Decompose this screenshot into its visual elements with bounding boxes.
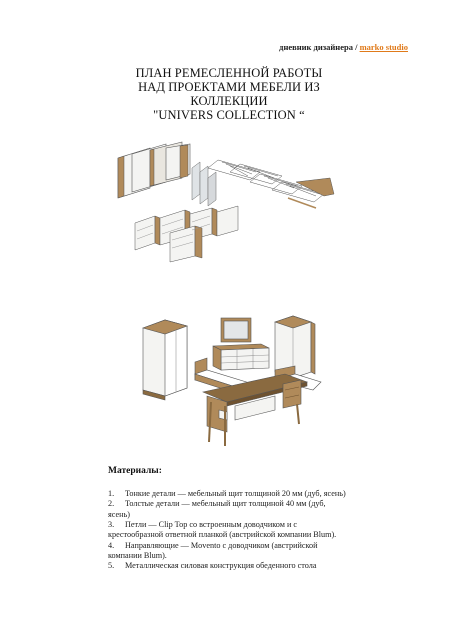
item-number: 4. bbox=[108, 540, 115, 550]
header-prefix: дневник дизайнера / bbox=[279, 42, 360, 52]
list-item bbox=[108, 499, 348, 519]
document-title bbox=[100, 66, 358, 122]
brand-link[interactable]: marko studio bbox=[359, 42, 408, 52]
item-number: 3. bbox=[108, 519, 115, 529]
title-line: КОЛЛЕКЦИИ bbox=[190, 94, 268, 108]
bed-frames bbox=[208, 160, 334, 208]
blog-header bbox=[279, 42, 408, 52]
list-item bbox=[108, 489, 348, 499]
chest-of-drawers bbox=[213, 344, 269, 370]
wardrobe-frames bbox=[118, 142, 190, 198]
item-number: 5. bbox=[108, 561, 115, 571]
list-item bbox=[108, 561, 348, 571]
door-panels bbox=[192, 162, 216, 206]
item-number: 2. bbox=[108, 499, 115, 509]
wardrobe-left bbox=[143, 320, 187, 400]
materials-list bbox=[108, 489, 348, 572]
item-text: Петли — Clip Top со встроенным доводчиком и с крестообразной ответной планкой (австрийской компании Blum). bbox=[108, 519, 337, 540]
title-line: НАД ПРОЕКТАМИ МЕБЕЛИ ИЗ bbox=[138, 80, 320, 94]
item-text: Толстые детали — мебельный щит толщиной 40 мм (дуб, ясень) bbox=[108, 499, 326, 519]
item-text: Тонкие детали — мебельный щит толщиной 20 мм (дуб, ясень) bbox=[125, 489, 346, 498]
item-text: Направляющие — Movento с доводчиком (австрийской компании Blum). bbox=[108, 540, 318, 560]
list-item bbox=[108, 520, 348, 540]
title-line: ПЛАН РЕМЕСЛЕННОЙ РАБОТЫ bbox=[135, 66, 323, 80]
item-text: Металлическая силовая конструкция обеденного стола bbox=[125, 561, 317, 571]
list-item bbox=[108, 541, 348, 561]
mirror bbox=[221, 318, 251, 342]
materials-heading: Материалы: bbox=[108, 466, 162, 476]
title-line: "UNIVERS COLLECTION “ bbox=[153, 108, 305, 122]
assembled-furniture-illustration bbox=[135, 310, 325, 450]
item-number: 1. bbox=[108, 489, 115, 498]
dressers bbox=[135, 206, 238, 262]
furniture-parts-illustration bbox=[110, 138, 340, 268]
